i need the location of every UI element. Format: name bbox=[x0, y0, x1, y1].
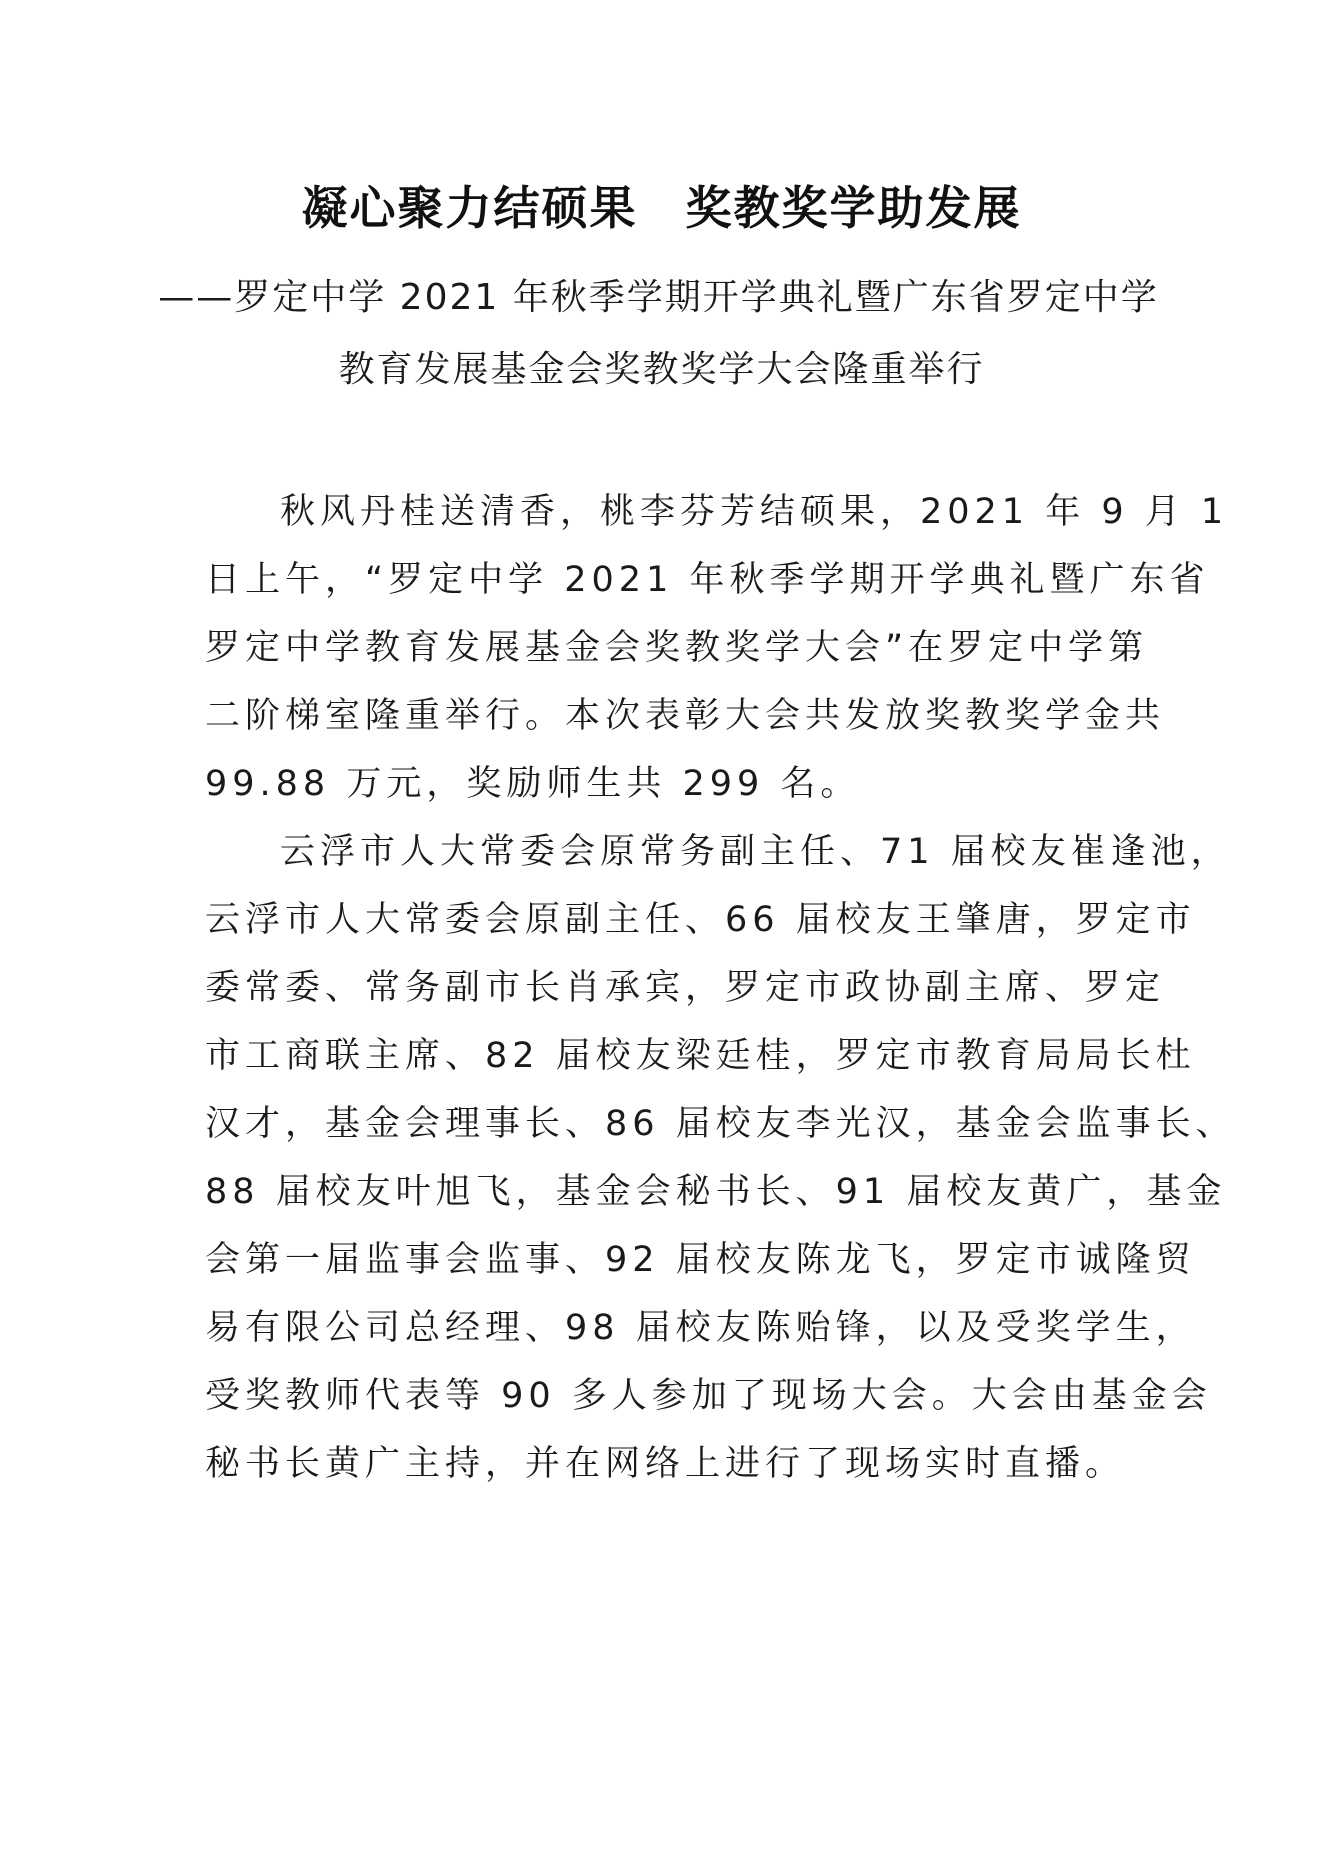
paragraph-1-line-2: 日上午，“罗定中学 2021 年秋季学期开学典礼暨广东省 bbox=[205, 560, 1210, 600]
document-subtitle-line-1: ——罗定中学 2021 年秋季学期开学典礼暨广东省罗定中学 bbox=[158, 277, 1159, 318]
document-subtitle-line-2: 教育发展基金会奖教奖学大会隆重举行 bbox=[338, 349, 985, 390]
paragraph-2-line-5: 汉才，基金会理事长、86 届校友李光汉，基金会监事长、 bbox=[205, 1104, 1236, 1144]
paragraph-1-line-4: 二阶梯室隆重举行。本次表彰大会共发放奖教奖学金共 bbox=[205, 696, 1166, 736]
paragraph-2-line-9: 受奖教师代表等 90 多人参加了现场大会。大会由基金会 bbox=[205, 1376, 1212, 1416]
paragraph-2-line-6: 88 届校友叶旭飞，基金会秘书长、91 届校友黄广，基金 bbox=[205, 1172, 1227, 1212]
paragraph-1-line-1: 秋风丹桂送清香，桃李芬芳结硕果，2021 年 9 月 1 bbox=[280, 492, 1229, 532]
paragraph-2-line-3: 委常委、常务副市长肖承宾，罗定市政协副主席、罗定 bbox=[205, 968, 1166, 1008]
paragraph-2-line-2: 云浮市人大常委会原副主任、66 届校友王肇唐，罗定市 bbox=[205, 900, 1196, 940]
paragraph-2-line-4: 市工商联主席、82 届校友梁廷桂，罗定市教育局局长杜 bbox=[205, 1036, 1196, 1076]
paragraph-2-line-8: 易有限公司总经理、98 届校友陈贻锋，以及受奖学生， bbox=[205, 1308, 1196, 1348]
paragraph-1-line-3: 罗定中学教育发展基金会奖教奖学大会”在罗定中学第 bbox=[205, 628, 1149, 668]
paragraph-2-line-10: 秘书长黄广主持，并在网络上进行了现场实时直播。 bbox=[205, 1444, 1126, 1484]
paragraph-1-line-5: 99.88 万元，奖励师生共 299 名。 bbox=[205, 764, 861, 804]
paragraph-2-line-1: 云浮市人大常委会原常务副主任、71 届校友崔逢池， bbox=[280, 832, 1231, 872]
document-title: 凝心聚力结硕果 奖教奖学助发展 bbox=[301, 181, 1022, 235]
paragraph-2-line-7: 会第一届监事会监事、92 届校友陈龙飞，罗定市诚隆贸 bbox=[205, 1240, 1196, 1280]
